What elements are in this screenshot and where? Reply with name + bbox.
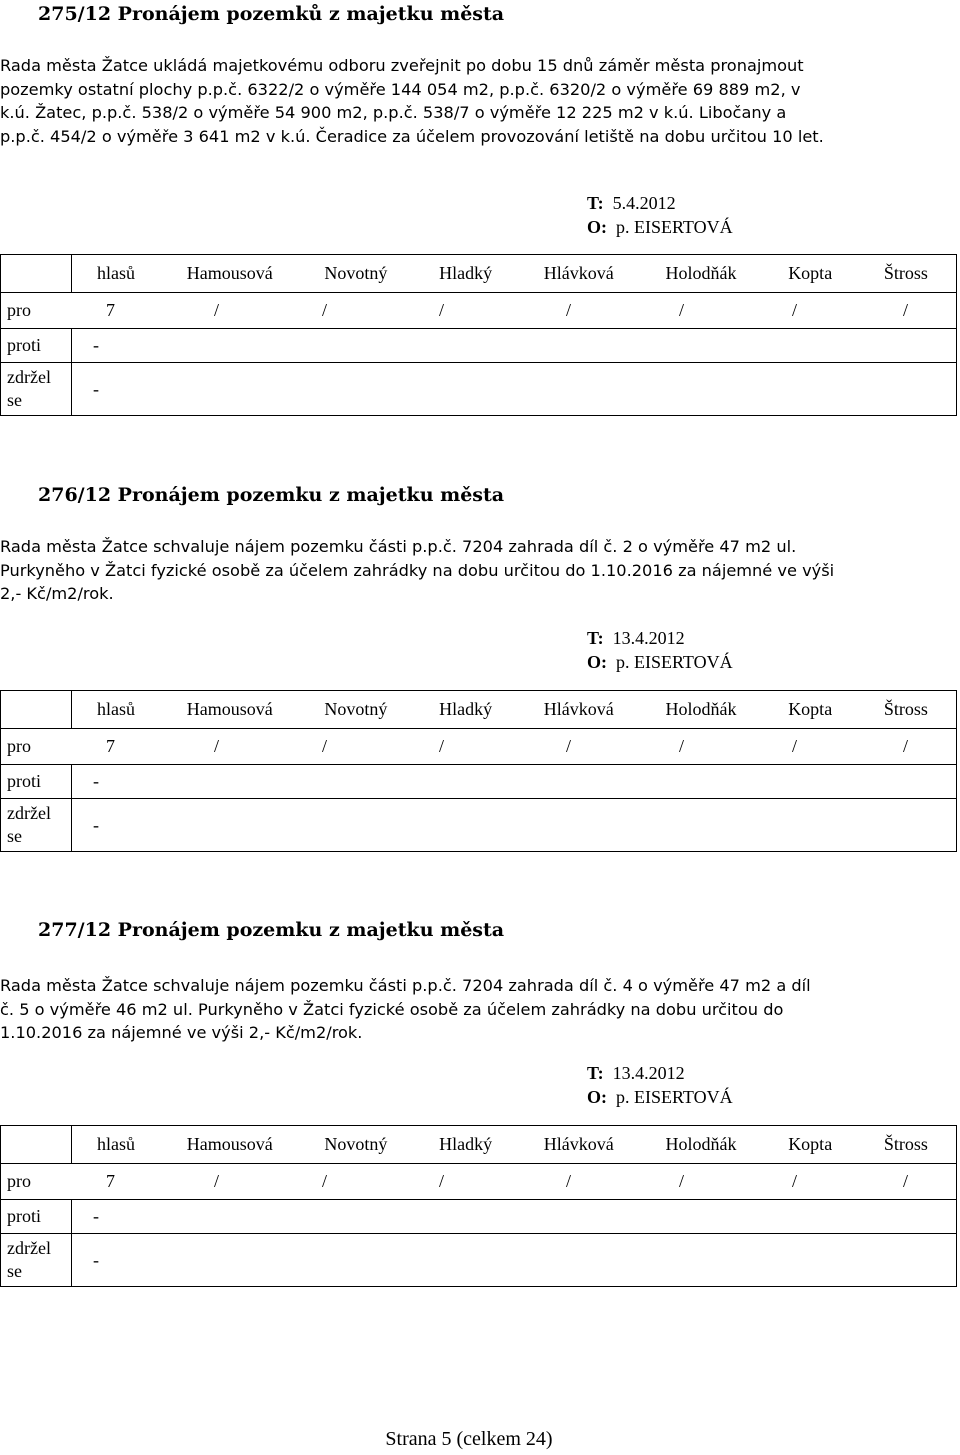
- owner-label: O:: [587, 1086, 607, 1107]
- term-block: [587, 1062, 733, 1109]
- vote-proti-row: proti -: [1, 1200, 957, 1234]
- vote-table: [0, 690, 957, 852]
- resolution-title: 275/12 Pronájem pozemků z majetku města: [38, 3, 505, 25]
- term-label: T:: [587, 193, 604, 213]
- resolution-text: Rada města Žatce schvaluje nájem pozemku části p.p.č. 7204 zahrada díl č. 4 o výměře 47 m2 a díl č. 5 o výměře 46 m2 ul. Purkyněho v Žatci fyzické osobě za účelem zahrádky na dobu určitou do 1.10.2016 za nájemné ve výši 2,- Kč/m2/rok.: [0, 976, 811, 1042]
- term-date: 5.4.2012: [612, 193, 676, 213]
- page-number: Strana 5 (celkem 24): [385, 1428, 553, 1450]
- term-block: [587, 627, 733, 674]
- vote-pro-row: pro 7 / / / / / / /: [1, 729, 957, 765]
- resolution-title: 277/12 Pronájem pozemku z majetku města: [38, 919, 505, 941]
- term-date: 13.4.2012: [612, 628, 685, 648]
- resolution-title: 276/12 Pronájem pozemku z majetku města: [38, 484, 505, 506]
- resolution-text: Rada města Žatce ukládá majetkovému odboru zveřejnit po dobu 15 dnů záměr města pronajmout pozemky ostatní plochy p.p.č. 6322/2 o výměře 144 054 m2, p.p.č. 6320/2 o výměře 69 889 m2, v k.ú. Žatec, p.p.č. 538/2 o výměře 54 900 m2, p.p.č. 538/7 o výměře 12 225 m2 v k.ú. Libočany a p.p.č. 454/2 o výměře 3 641 m2 v k.ú. Čeradice za účelem provozování letiště na dobu určitou 10 let.: [0, 56, 824, 146]
- vote-header-row: hlasů Hamousová Novotný Hladký Hlávková Holodňák Kopta Štross: [1, 691, 957, 729]
- vote-header-row: hlasů Hamousová Novotný Hladký Hlávková Holodňák Kopta Štross: [1, 255, 957, 293]
- resolution-text: Rada města Žatce schvaluje nájem pozemku části p.p.č. 7204 zahrada díl č. 2 o výměře 47 m2 ul. Purkyněho v Žatci fyzické osobě za účelem zahrádky na dobu určitou do 1.10.2016 za nájemné ve výši 2,- Kč/m2/rok.: [0, 537, 835, 603]
- vote-pro-row: pro 7 / / / / / / /: [1, 293, 957, 329]
- vote-proti-row: proti -: [1, 329, 957, 363]
- owner-name: p. EISERTOVÁ: [616, 1086, 733, 1107]
- vote-proti-row: proti -: [1, 765, 957, 799]
- vote-pro-row: pro 7 / / / / / / /: [1, 1164, 957, 1200]
- owner-label: O:: [587, 216, 607, 237]
- vote-table: [0, 254, 957, 416]
- vote-abstain-row: zdržel se -: [1, 363, 957, 416]
- owner-label: O:: [587, 651, 607, 672]
- owner-name: p. EISERTOVÁ: [616, 216, 733, 237]
- vote-table: [0, 1125, 957, 1287]
- vote-abstain-row: zdržel se -: [1, 1234, 957, 1287]
- term-date: 13.4.2012: [612, 1063, 685, 1083]
- term-label: T:: [587, 628, 604, 648]
- vote-header-row: hlasů Hamousová Novotný Hladký Hlávková Holodňák Kopta Štross: [1, 1126, 957, 1164]
- vote-abstain-row: zdržel se -: [1, 799, 957, 852]
- term-block: [587, 192, 733, 239]
- owner-name: p. EISERTOVÁ: [616, 651, 733, 672]
- term-label: T:: [587, 1063, 604, 1083]
- page-footer: [0, 1428, 960, 1451]
